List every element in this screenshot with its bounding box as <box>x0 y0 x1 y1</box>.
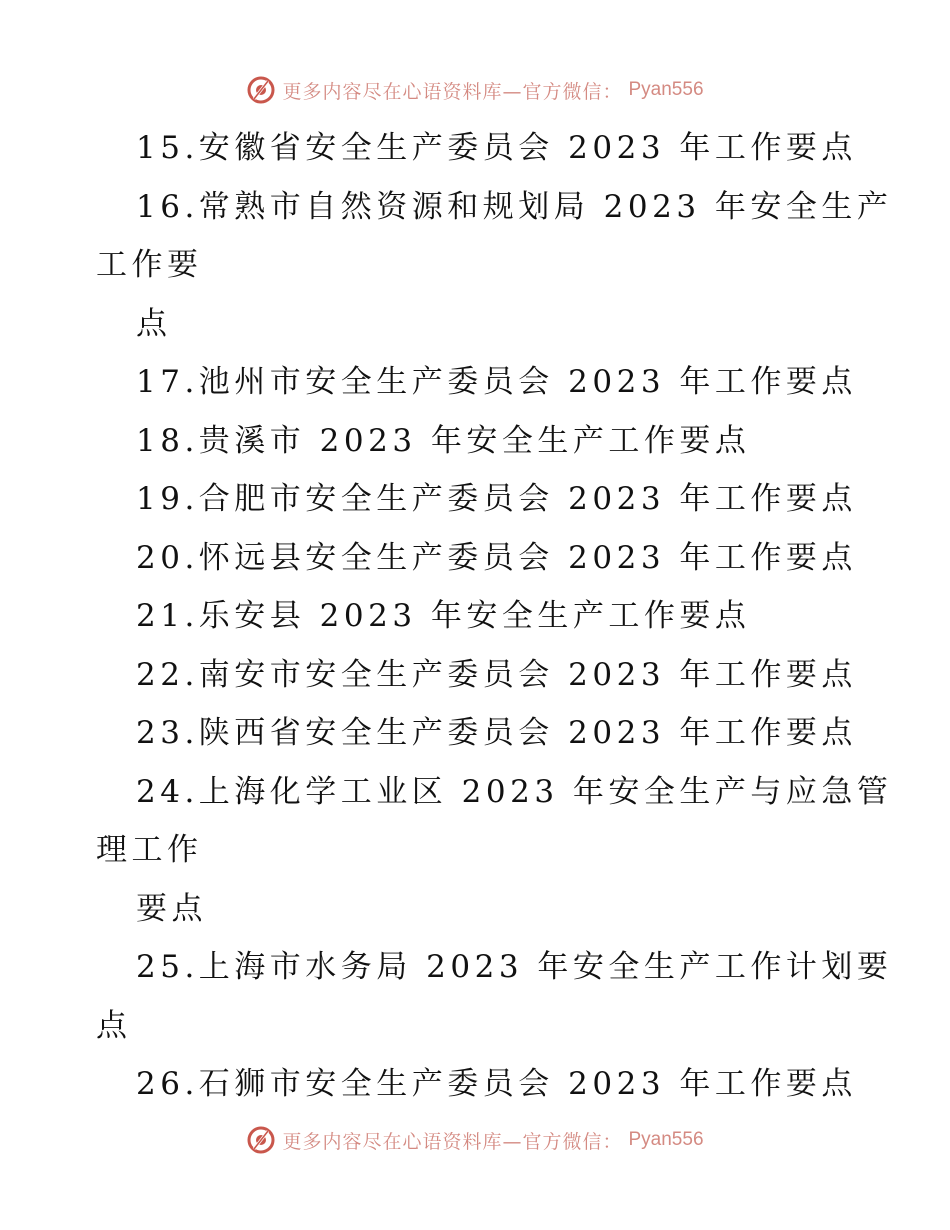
list-item: 22.南安市安全生产委员会 2023 年工作要点 <box>136 656 857 693</box>
list-item: 23.陕西省安全生产委员会 2023 年工作要点 <box>136 715 857 751</box>
list-item-continuation: 点 <box>96 1007 132 1044</box>
list-item: 20.怀远县安全生产委员会 2023 年工作要点 <box>136 539 857 576</box>
list-item: 21.乐安县 2023 年安全生产工作要点 <box>136 598 751 634</box>
brand-logo-icon <box>246 1125 276 1155</box>
list-item: 24.上海化学工业区 2023 年安全生产与应急管 <box>136 773 893 810</box>
watermark-wechat-id: Pyan556 <box>628 1129 704 1150</box>
list-item: 25.上海市水务局 2023 年安全生产工作计划要 <box>136 949 893 985</box>
header-watermark <box>0 70 950 110</box>
watermark-wechat-id: Pyan556 <box>628 79 704 100</box>
list-item: 26.石狮市安全生产委员会 2023 年工作要点 <box>136 1066 857 1102</box>
list-item: 18.贵溪市 2023 年安全生产工作要点 <box>136 422 751 459</box>
watermark-text: 更多内容尽在心语资料库—官方微信： <box>282 1130 623 1153</box>
list-item: 16.常熟市自然资源和规划局 2023 年安全生产 <box>136 188 893 225</box>
watermark-text: 更多内容尽在心语资料库—官方微信： <box>282 80 623 103</box>
list-item-continuation: 理工作 <box>96 832 203 868</box>
document-body <box>96 119 893 1114</box>
list-item: 17.池州市安全生产委员会 2023 年工作要点 <box>136 364 857 400</box>
list-item-continuation: 工作要 <box>96 247 203 283</box>
footer-watermark <box>0 1120 950 1160</box>
list-item-continuation: 点 <box>136 305 172 342</box>
list-item: 15.安徽省安全生产委员会 2023 年工作要点 <box>136 130 857 166</box>
list-item: 19.合肥市安全生产委员会 2023 年工作要点 <box>136 481 857 517</box>
list-item-continuation: 要点 <box>136 890 207 927</box>
brand-logo-icon <box>246 75 276 105</box>
